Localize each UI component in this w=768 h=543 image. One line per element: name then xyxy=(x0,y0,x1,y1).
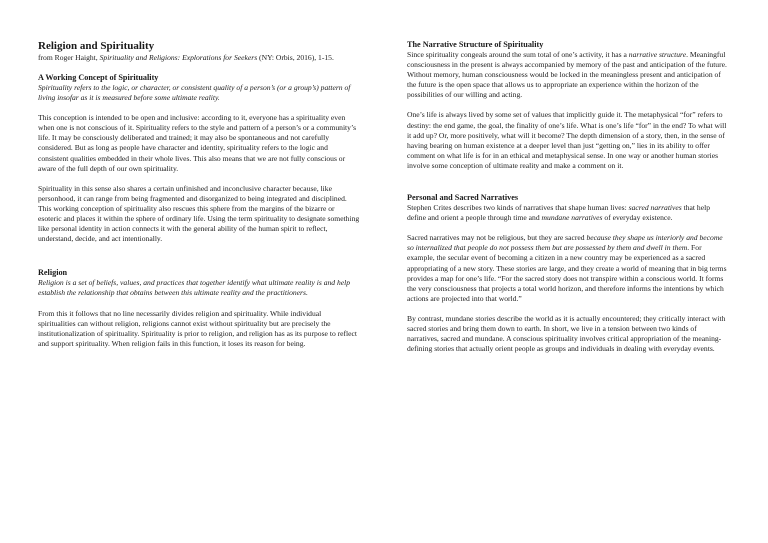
spacer xyxy=(38,103,360,113)
sacred-p1-emphasis-2: mundane narratives xyxy=(541,213,603,223)
narrative-p1-text-a: Since spirituality congeals around the sum total of one’s activity, it has a xyxy=(407,50,629,59)
narrative-p1-text-b: . Meaningful consciousness in the present is always accompanied by memory of the past and anticipation of the future. Without memory, human consciousness would be locked in the meaningless present and anticipation of the future is the open space that allows us to appropriate an experience within the horizon of the possibilities of our willing and acting. xyxy=(407,50,727,100)
spacer xyxy=(407,100,729,110)
spacer xyxy=(407,304,729,314)
narrative-paragraph-1 xyxy=(407,50,729,100)
religion-paragraph-1: From this it follows that no line necessarily divides religion and spirituality. While individual spiritualities can without religion, religions cannot exist without spirituality but are precisely the institutionalization of spirituality. Spirituality is prior to religion, and religion has as its purpose to reflect and support spirituality. When religion fails in this function, it loses its reason for being. xyxy=(38,308,358,348)
section-heading-sacred-narratives: Personal and Sacred Narratives xyxy=(407,193,519,203)
spacer xyxy=(38,258,360,268)
page-title: Religion and Spirituality xyxy=(38,40,155,52)
spacer xyxy=(407,223,729,233)
sacred-paragraph-2 xyxy=(407,233,729,304)
section-heading-working-concept: A Working Concept of Spirituality xyxy=(38,73,159,82)
source-suffix: (NY: Orbis, 2016), 1-15. xyxy=(257,53,334,62)
source-prefix: from Roger Haight, xyxy=(38,53,100,62)
sacred-paragraph-1 xyxy=(407,203,729,223)
spacer xyxy=(407,185,729,193)
narrative-p1-emphasis: narrative structure xyxy=(628,50,687,59)
section-heading-narrative-structure: The Narrative Structure of Spirituality xyxy=(407,40,544,49)
sacred-p2-text-a: Sacred narratives may not be religious, but they are sacred xyxy=(407,233,587,243)
source-citation xyxy=(38,53,360,63)
spacer xyxy=(407,171,729,185)
sacred-p1-text-b: that help define and orient a people through time and xyxy=(407,203,711,223)
spacer xyxy=(38,299,360,309)
section-heading-religion: Religion xyxy=(38,268,68,278)
working-paragraph-1: This conception is intended to be open and inclusive: according to it, everyone has a spirituality even when one is not conscious of it. Spirituality refers to the style and pattern of a person’s or a community’s life. It may be consciously deliberated and trained; it may also be spontaneous and not carefully considered. But as long as people have character and identity, spirituality refers to the logic and consistent qualities embedded in their whole lives. This also means that we are not fully conscious or aware of the full depth of our own spirituality. xyxy=(38,113,357,173)
sacred-paragraph-3: By contrast, mundane stories describe the world as it is actually encountered; they critically interact with sacred stories and bring them down to earth. In short, we live in a tension between two kinds of narratives, sacred and mundane. A conscious spirituality involves critical appropriation of the meaning-defining stories that actually orient people as groups and individuals in dealing with everyday events. xyxy=(407,313,726,354)
source-book-title: Spirituality and Religions: Explorations for Seekers xyxy=(99,53,258,62)
spacer xyxy=(38,63,360,73)
left-column xyxy=(38,40,360,349)
right-column xyxy=(407,40,729,354)
sacred-p1-emphasis-1: sacred narratives xyxy=(628,203,682,213)
sacred-p2-emphasis: because they shape us interiorly and become so internalized that people do not possess them but are possessed by them and dwell in them xyxy=(407,233,723,253)
narrative-paragraph-2: One’s life is always lived by some set of values that implicitly guide it. The metaphysical “for” refers to destiny: the end game, the goal, the finality of one’s life. What is one’s life “for” in the end? To what will it add up? Or, more positively, what will it become? The depth dimension of a story, then, in the sense of having bearing on human existence at a deeper level than just “getting on,” lies in its ability to offer comment on what life is for in an ethical and metaphysical sense. In one way or another human stories involve some conception of ultimate reality and make a comment on it. xyxy=(407,110,727,170)
working-paragraph-2: Spirituality in this sense also shares a certain unfinished and inconclusive character because, like personhood, it can range from being fragmented and disorganized to being integrated and disciplined. This working conception of spirituality also rescues this sphere from the margins of the bizarre or esoteric and places it within the sphere of ordinary life. Using the term spirituality to designate something like personal identity in action connects it with the general ability of the human spirit to reflect, understand, decide, and act intentionally. xyxy=(38,183,360,244)
sacred-p1-text-c: of everyday existence. xyxy=(602,213,673,223)
spacer xyxy=(38,174,360,184)
spirituality-definition: Spirituality refers to the logic, or character, or consistent quality of a person’s (or a group’s) pattern of living insofar as it is measured before some ultimate reality. xyxy=(38,83,351,103)
sacred-p1-text-a: Stephen Crites describes two kinds of narratives that shape human lives: xyxy=(407,203,629,213)
religion-definition: Religion is a set of beliefs, values, and practices that together identify what ultimate reality is and help establish the relationship that obtains between this ultimate reality and the practitioners. xyxy=(38,278,351,298)
sacred-p2-text-b: . For example, the secular event of becoming a citizen in a new country may be experienced as a sacred appropriating of a new story. These stories are large, and they create a world of meaning that in big terms provides a map for one’s life. “For the sacred story does not transpire within a conscious world. It forms the very consciousness that projects a total world horizon, and therefore informs the intentions by which actions are projected into that world.” xyxy=(407,243,727,303)
spacer xyxy=(38,244,360,258)
